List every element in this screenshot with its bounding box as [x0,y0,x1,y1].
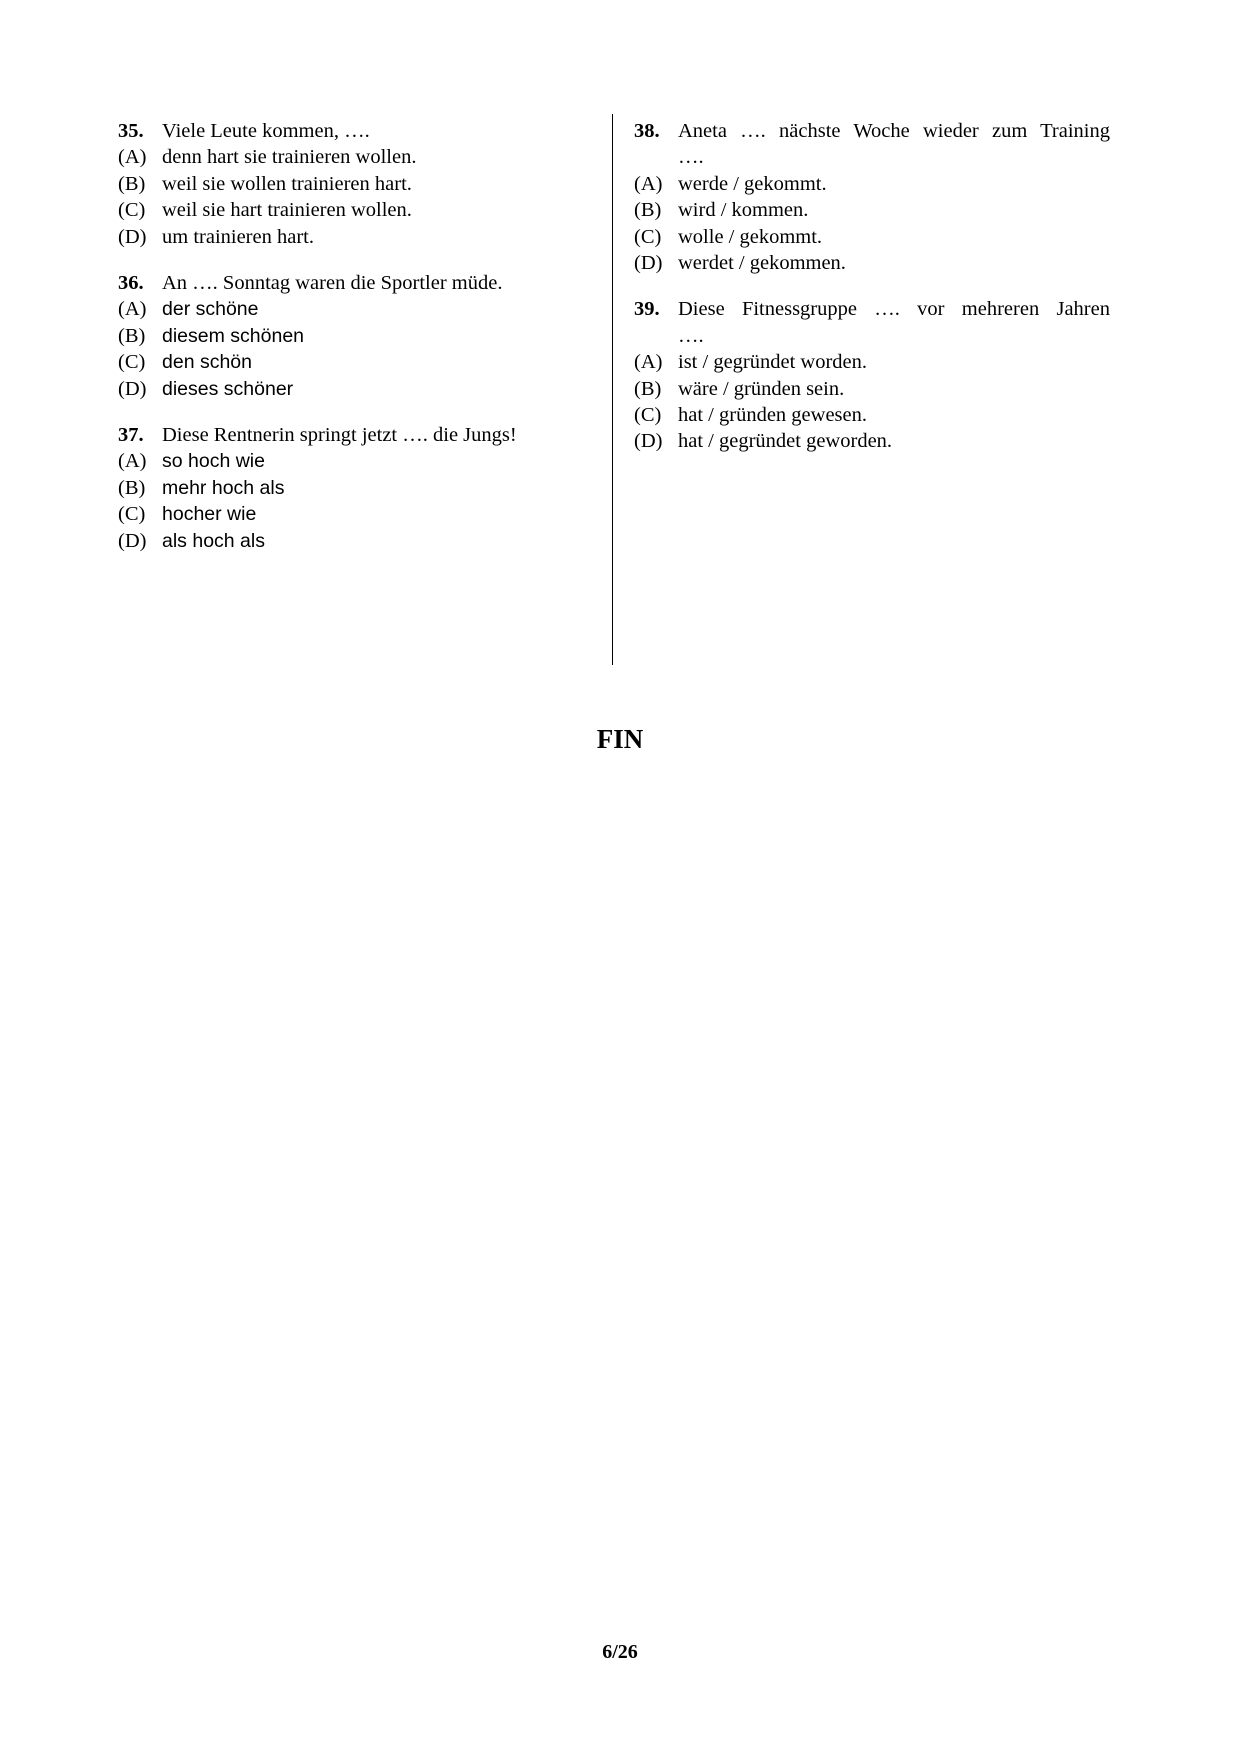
question-number: 36. [118,272,144,295]
option-label: (A) [118,450,147,473]
question-number: 35. [118,120,144,142]
question-38 [634,118,1110,276]
option-label: (C) [118,199,146,222]
option-text: um trainieren hart. [162,225,314,248]
left-column [118,118,608,574]
option-label: (A) [118,298,147,321]
option-text: weil sie hart trainieren wollen. [162,199,412,222]
option-text: hat / gegründet geworden. [678,430,893,453]
option-label: (D) [634,252,663,275]
option-label: (B) [118,172,146,195]
option-text: weil sie wollen trainieren hart. [162,172,412,195]
question-stem [634,118,1110,144]
question-37 [118,422,608,554]
option-a [118,296,608,322]
question-stem [118,118,608,144]
option-b [118,475,608,501]
option-a [634,349,1110,375]
column-divider [612,114,613,665]
question-stem [118,270,608,296]
end-marker: FIN [596,724,644,754]
right-column [634,118,1110,475]
question-number: 37. [118,424,144,447]
question-stem [118,422,608,448]
option-text: mehr hoch als [162,476,285,499]
option-label: (B) [118,324,146,347]
option-text: hocher wie [162,503,257,526]
option-label: (D) [118,377,147,400]
option-c [118,501,608,527]
option-d [118,224,608,250]
option-d [634,428,1110,454]
option-text: werdet / gekommen. [678,252,846,275]
option-label: (D) [634,430,663,453]
option-c [634,224,1110,250]
option-d [118,528,608,554]
question-39 [634,296,1110,454]
option-label: (A) [634,172,663,195]
question-text: Aneta …. nächste Woche wieder zum Training [678,120,1110,142]
option-label: (B) [634,377,662,400]
option-text: der schöne [162,298,259,321]
page-number: 6/26 [602,1641,638,1663]
question-stem [634,296,1110,322]
option-text: werde / gekommt. [678,172,827,195]
question-35 [118,118,608,250]
option-b [118,171,608,197]
option-label: (D) [118,529,147,552]
option-label: (C) [634,404,662,427]
option-text: denn hart sie trainieren wollen. [162,146,417,169]
option-label: (A) [634,351,663,374]
option-a [118,144,608,170]
option-label: (C) [118,503,146,526]
option-c [118,197,608,223]
option-b [634,376,1110,402]
option-d [634,250,1110,276]
question-text-continuation: …. [678,324,704,347]
question-text: Diese Fitnessgruppe …. vor mehreren Jahren [678,298,1110,321]
option-c [634,402,1110,428]
option-text: wird / kommen. [678,199,809,222]
option-c [118,349,608,375]
option-a [118,448,608,474]
question-36 [118,270,608,402]
option-text: ist / gegründet worden. [678,351,868,374]
question-number: 39. [634,298,660,321]
option-b [118,323,608,349]
option-label: (B) [118,476,146,499]
question-text: Viele Leute kommen, …. [162,120,370,142]
question-text: Diese Rentnerin springt jetzt …. die Jungs! [162,424,517,447]
option-label: (A) [118,146,147,169]
option-text: den schön [162,351,252,374]
option-text: hat / gründen gewesen. [678,404,867,427]
option-label: (C) [118,351,146,374]
option-a [634,171,1110,197]
option-label: (D) [118,225,147,248]
option-label: (C) [634,225,662,248]
option-text: als hoch als [162,529,265,552]
option-text: so hoch wie [162,450,265,473]
question-number: 38. [634,120,660,142]
option-text: wolle / gekommt. [678,225,823,248]
option-text: dieses schöner [162,377,294,400]
option-d [118,376,608,402]
option-b [634,197,1110,223]
option-label: (B) [634,199,662,222]
option-text: wäre / gründen sein. [678,377,845,400]
option-text: diesem schönen [162,324,305,347]
question-text-continuation: …. [678,146,704,169]
question-text: An …. Sonntag waren die Sportler müde. [162,272,503,295]
